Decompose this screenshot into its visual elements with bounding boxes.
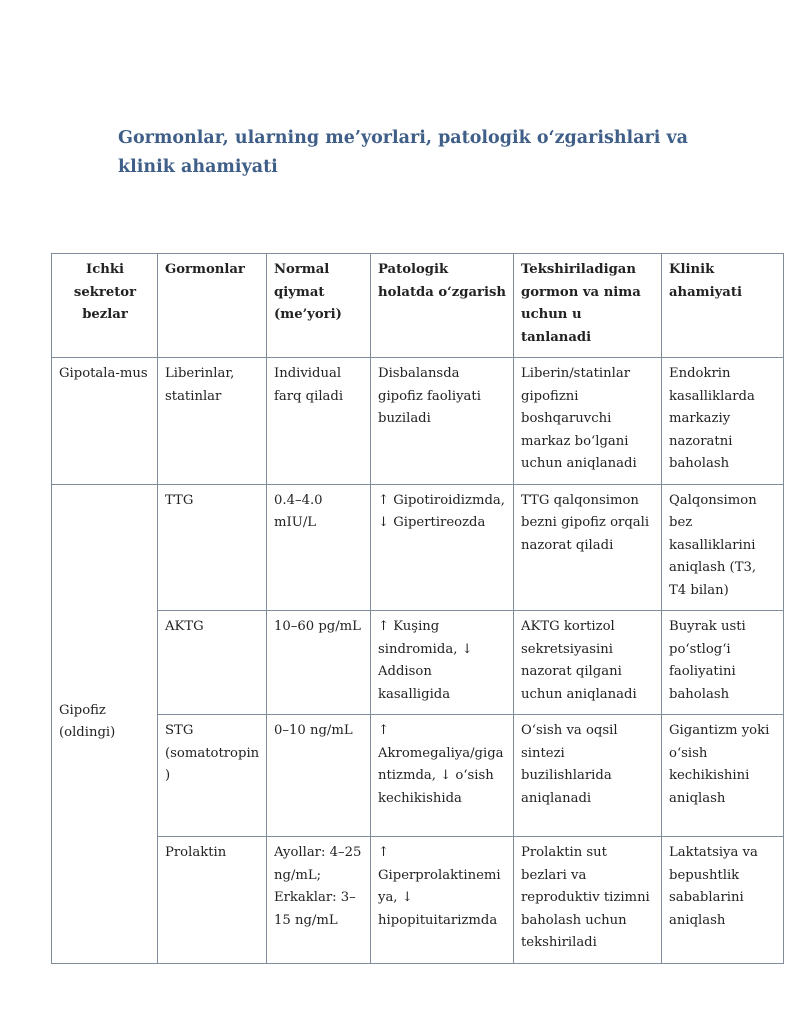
tested-cell: O‘sish va oqsil sintezi buzilishlarida aniqlanadi bbox=[514, 715, 662, 837]
change-cell: ↑ Akromegaliya/gigantizmda, ↓ o‘sish kechikishida bbox=[371, 715, 514, 837]
table-row bbox=[52, 611, 784, 715]
change-cell: ↑ Giperprolaktinemiya, ↓ hipopituitarizmda bbox=[371, 837, 514, 964]
normal-value-cell: Ayollar: 4–25 ng/mL; Erkaklar: 3–15 ng/mL bbox=[267, 837, 371, 964]
change-cell: ↑ Gipotiroidizmda, ↓ Gipertireozda bbox=[371, 484, 514, 611]
hormone-cell: AKTG bbox=[158, 611, 267, 715]
gland-cell: Gipotala-mus bbox=[52, 358, 158, 485]
table-row bbox=[52, 715, 784, 837]
change-cell: Disbalansda gipofiz faoliyati buziladi bbox=[371, 358, 514, 485]
table-row bbox=[52, 484, 784, 611]
header-hormone: Gormonlar bbox=[158, 254, 267, 358]
normal-value-cell: 10–60 pg/mL bbox=[267, 611, 371, 715]
clinical-cell: Laktatsiya va bepushtlik sabablarini aniqlash bbox=[662, 837, 784, 964]
normal-value-cell: 0–10 ng/mL bbox=[267, 715, 371, 837]
clinical-cell: Endokrin kasalliklarda markaziy nazoratni baholash bbox=[662, 358, 784, 485]
header-gland: Ichki sekretor bezlar bbox=[52, 254, 158, 358]
hormone-cell: Prolaktin bbox=[158, 837, 267, 964]
tested-cell: AKTG kortizol sekretsiyasini nazorat qilgani uchun aniqlanadi bbox=[514, 611, 662, 715]
hormone-cell: Liberinlar, statinlar bbox=[158, 358, 267, 485]
clinical-cell: Gigantizm yoki o‘sish kechikishini aniqlash bbox=[662, 715, 784, 837]
change-cell: ↑ Kuşing sindromida, ↓ Addison kasalligida bbox=[371, 611, 514, 715]
hormone-cell: TTG bbox=[158, 484, 267, 611]
table-header-row bbox=[52, 254, 784, 358]
clinical-cell: Buyrak usti po‘stlog‘i faoliyatini baholash bbox=[662, 611, 784, 715]
tested-cell: TTG qalqonsimon bezni gipofiz orqali nazorat qiladi bbox=[514, 484, 662, 611]
header-clinical-significance: Klinik ahamiyati bbox=[662, 254, 784, 358]
tested-cell: Liberin/statinlar gipofizni boshqaruvchi markaz bo‘lgani uchun aniqlanadi bbox=[514, 358, 662, 485]
table-row bbox=[52, 837, 784, 964]
tested-cell: Prolaktin sut bezlari va reproduktiv tizimni baholash uchun tekshiriladi bbox=[514, 837, 662, 964]
hormone-cell: STG (somatotropin) bbox=[158, 715, 267, 837]
document-title: Gormonlar, ularning me’yorlari, patologik o‘zgarishlari va klinik ahamiyati bbox=[118, 128, 688, 177]
header-normal-value: Normal qiymat (me’yori) bbox=[267, 254, 371, 358]
hormones-table bbox=[51, 253, 784, 964]
normal-value-cell: Individual farq qiladi bbox=[267, 358, 371, 485]
normal-value-cell: 0.4–4.0 mIU/L bbox=[267, 484, 371, 611]
gland-cell: Gipofiz (oldingi) bbox=[52, 484, 158, 963]
table-row bbox=[52, 358, 784, 485]
header-tested-hormone: Tekshiriladigan gormon va nima uchun u tanlanadi bbox=[514, 254, 662, 358]
clinical-cell: Qalqonsimon bez kasalliklarini aniqlash (T3, T4 bilan) bbox=[662, 484, 784, 611]
header-pathological-change: Patologik holatda o‘zgarish bbox=[371, 254, 514, 358]
